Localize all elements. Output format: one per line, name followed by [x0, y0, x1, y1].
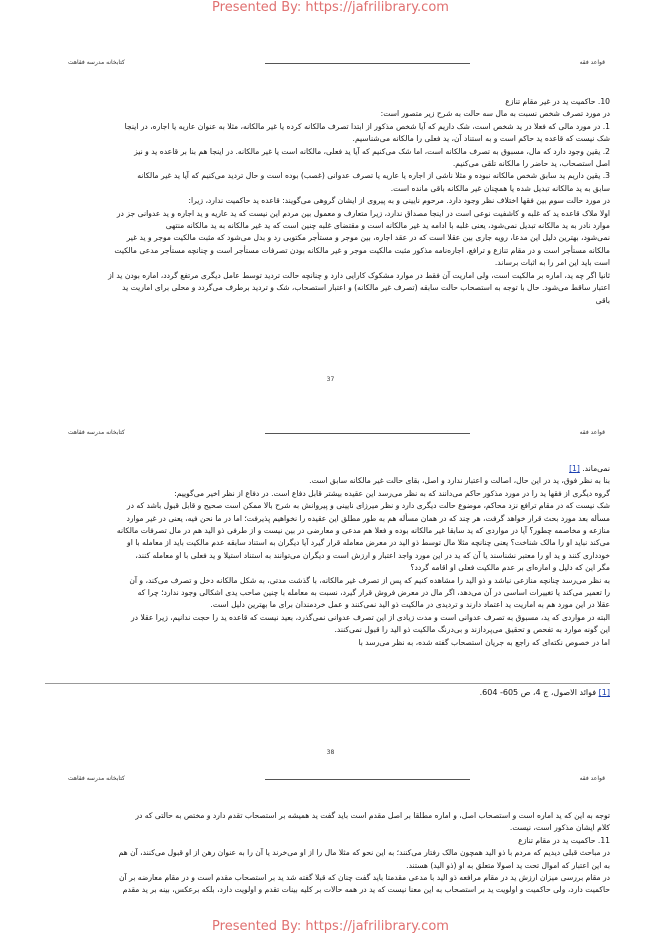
page-1-body: [45, 96, 610, 307]
paragraph-line: اصل استصحاب، ید حاضر را مالکانه تلقی می‌کنیم.: [452, 159, 610, 169]
footnote-divider: [45, 683, 610, 684]
paragraph-line: است باید این امر را به اثبات برساند.: [494, 258, 610, 268]
paragraph-line: اولا ملاک قاعده ید که غلبه و کاشفیت نوعی است در اینجا مصداق ندارد، زیرا متعارف و معمول بین مردم این نیست که ید عاریه و ید اجاره و ید عدوانی جز در: [116, 208, 610, 218]
watermark-bottom: Presented By: https://jafrilibrary.com: [212, 919, 449, 934]
paragraph-line: در مباحث قبلی دیدیم که مردم با ذو الید همچون مالک رفتار می‌کنند؛ به این نحو که مثلا مال را از او می‌خرند یا آن را به عنوان رهن از او قبول می‌کنند، آن هم: [118, 848, 610, 858]
footnote-link[interactable]: [1]: [569, 464, 580, 473]
header-rule: [265, 63, 470, 64]
footnote-backlink[interactable]: [1]: [598, 688, 610, 697]
paragraph-line: را تعمیر می‌کند یا تغییرات اساسی در آن می‌دهد، اگر مال در معرض فروش قرار گیرد، نسبت به معامله با چنین صاحب یدی اشکالی وجود ندارد؛ چرا که: [137, 588, 610, 598]
watermark-top: Presented By: https://jafrilibrary.com: [212, 0, 449, 15]
paragraph-line: شک نیست که در مقام ترافع نزد محاکم، موضوع حالت دیگری دارد و نظر میرزای نایینی و پیروانش به شرح بالا ممکن است صحیح و قابل قبول باشد که در: [126, 501, 610, 511]
paragraph-line: در مورد حالت سوم بین فقها اختلاف نظر وجود دارد. مرحوم نایینی و به پیروی از ایشان گروهی می‌گویند: قاعده ید حاکمیت ندارد، زیرا:: [188, 196, 610, 206]
page-header-1: [60, 57, 605, 69]
header-book-title: قواعد فقه: [579, 59, 605, 66]
page-3-body: [45, 810, 610, 897]
paragraph-line: مگر این که دلیل و اماره‌ای بر عدم مالکیت فعلی او اقامه گردد؟: [410, 563, 610, 573]
paragraph-line: منازعه و مخاصمه چطور؟ آیا در مواردی که ید سابقا غیر مالکانه بوده و فعلا هم مدعی و معارضی در بین نیست و از طرفی ذو الید هم در مال تصرفات مالکانه: [116, 526, 610, 536]
footnote: [45, 688, 610, 697]
page-header-2: [60, 427, 605, 439]
paragraph-line: 1. در مورد مالی که فعلا در ید شخص است، شک داریم که آیا شخص مذکور از ابتدا تصرف مالکانه کرده یا غیر مالکانه، مثلا به عنوان عاریه یا اجاره، در اینجا: [124, 121, 610, 131]
paragraph-line: 3. یقین داریم ید سابق شخص مالکانه نبوده و مثلا ناشی از اجاره یا عاریه یا تصرف عدوانی (غصب) بوده است و حال تردید می‌کنیم که آیا ید غیر مالکانه: [137, 171, 610, 181]
page-2-lines: [45, 475, 610, 649]
paragraph-line: گروه دیگری از فقها ید را در مورد مذکور حاکم می‌دانند که به نظر می‌رسد این عقیده بیشتر قابل دفاع است. در دفاع از نظر اخیر می‌گوییم:: [174, 488, 610, 498]
paragraph-line: 2. یقین وجود دارد که مال، مسبوق به تصرف مالکانه است، اما شک می‌کنیم که آیا ید فعلی، مالکانه است یا غیر مالکانه. در اینجا هم بنا بر قاعده ید و نیز: [134, 146, 610, 156]
header-rule: [265, 779, 470, 780]
page-number-38: 38: [326, 749, 335, 756]
paragraph-line: در مورد تصرف شخص نسبت به مال سه حالت به شرح زیر متصور است:: [380, 109, 610, 119]
header-rule: [265, 433, 470, 434]
paragraph-line: موارد نادر به ید مالکانه تبدیل نمی‌شود، یعنی غلبه با ادامه ید غیر مالکانه است و مقتضای غلبه چنین است که ید غیر مالکانه به ید مالکانه منتهی: [165, 221, 610, 231]
page-2-body: [45, 463, 610, 649]
paragraph-line: می‌کند نباید او را مالک شناخت؟ یعنی چنانچه مثلا مال توسط ذو الید در معرض معامله قرار گیرد آیا دیگران به استناد سابقه عدم مالکیت باید از معامله با او: [127, 538, 610, 548]
paragraph-line: عقلا در این مورد هم به اماریت ید اعتماد دارند و تردیدی در مالکیت ذو الید نمی‌کنند و عمل خردمندان برای ما بهترین دلیل است.: [210, 600, 610, 610]
paragraph-line: خودداری کنند و ید او را معتبر نشناسند یا آن که ید در این مورد واجد اعتبار و ارزش است و دیگران می‌توانند به استناد استیلا و ید فعلی با او معامله کنند،: [135, 550, 610, 560]
page-number-37: 37: [326, 376, 335, 383]
paragraph-line: مسأله بعد مورد بحث قرار خواهد گرفت، هر چند که در همان مسأله هم به طور مطلق این عقیده را نخواهیم پذیرفت؛ اما در ما نحن فیه، یعنی در غیر موارد: [126, 513, 610, 523]
paragraph-line: باقی: [595, 295, 610, 305]
header-book-title: قواعد فقه: [579, 775, 605, 782]
paragraph-line: مالکانه مستأجر است و در مقام تنازع و ترافع، اجاره‌نامه مذکور مثبت مالکیت موجر و غیر مالکانه بودن تصرفات مستأجر است و چنانچه مستأجر مدعی مالکیت: [114, 245, 610, 255]
paragraph-line: اما در خصوص نکته‌ای که راجع به جریان استصحاب گفته شده، به نظر می‌رسد با: [358, 637, 610, 647]
footnote-text: فوائد الاصول، ج 4، ص 605- 604.: [479, 688, 597, 697]
paragraph-line: 10. حاکمیت ید در غیر مقام تنازع: [505, 97, 610, 106]
paragraph-line: این گونه موارد به تفحص و تحقیق می‌پردازند و بی‌درنگ مالکیت ذو الید را قبول نمی‌کنند.: [334, 625, 610, 635]
paragraph-line: سابق به ید مالکانه تبدیل شده یا همچنان غیر مالکانه باقی مانده است.: [390, 183, 610, 193]
paragraph-line: ثانیا اگر چه ید، اماره بر مالکیت است، ولی اماریت آن فقط در موارد مشکوک کارایی دارد و چنانچه حالت تردید توسط عامل دیگری مرتفع گردد، اماره بودن ید از: [108, 270, 610, 280]
paragraph-line: اعتبار ساقط می‌شود. حال با توجه به استصحاب حالت سابقه (تصرف غیر مالکانه) و اعتبار استصحاب، شک و تردید برطرف می‌گردد و محلی برای اماریت ید: [122, 283, 610, 293]
paragraph-line: توجه به این که ید اماره است و استصحاب اصل، و اماره مطلقا بر اصل مقدم است باید گفت ید همیشه بر استصحاب تقدم دارد و مختص به حالتی که در: [135, 811, 610, 820]
paragraph-line: در مقام بررسی میزان ارزش ید در مقام مرافعه ذو الید با مدعی مقدمتا باید گفت چنان که قبلا گفته شد ید بر استصحاب مقدم است و در مقام معارضه بر آن: [118, 873, 610, 883]
header-library-name: کتابخانه مدرسه فقاهت: [68, 59, 125, 66]
text-fragment: نمی‌ماند.: [582, 464, 610, 473]
page-header-3: [60, 773, 605, 785]
paragraph-line: کلام ایشان مذکور است، نیست.: [509, 823, 610, 833]
paragraph-line: نمی‌شود، بهترین دلیل این مدعا، رویه جاری بین عقلا است که در عقد اجاره، بین موجر و مستأجر مکتوبی رد و بدل می‌شود که مثبت مالکیت موجر و ید غیر: [126, 233, 610, 243]
paragraph-line: به این اعتبار که اموال تحت ید اصولا متعلق به او (ذو الید) هستند.: [406, 860, 610, 870]
header-library-name: کتابخانه مدرسه فقاهت: [68, 775, 125, 782]
paragraph-line: 11. حاکمیت ید در مقام تنازع: [518, 835, 610, 845]
paragraph-line: شک نیست که قاعده ید حاکم است و به استناد آن، ید فعلی را مالکانه می‌شناسیم.: [352, 134, 610, 144]
paragraph-line: بنا به نظر فوق، ید در این حال، اصالت و اعتبار ندارد و اصل، بقای حالت غیر مالکانه سابق است.: [309, 476, 610, 486]
paragraph-line: البته در مواردی که ید، مسبوق به تصرف عدوانی است و مدت زیادی از این تصرف عدوانی نمی‌گذرد، بعید نیست که قاعده ید را حجت ندانیم، زیرا عقلا در: [131, 612, 610, 622]
paragraph-line: [45, 463, 610, 475]
header-library-name: کتابخانه مدرسه فقاهت: [68, 429, 125, 436]
header-book-title: قواعد فقه: [579, 429, 605, 436]
paragraph-line: حاکمیت دارد، ولی حاکمیت و اولویت ید بر استصحاب به این معنا نیست که ید در همه حالات بر کلیه بینات تقدم و اولویت دارد، بلکه برعکس، بینه بر ید مقدم: [122, 885, 610, 895]
paragraph-line: به نظر می‌رسد چنانچه منازعی نباشد و ذو الید را مشاهده کنیم که پس از تصرف غیر مالکانه، با گذشت مدتی، به شکل مالکانه دخل و تصرف می‌کند، و آن: [129, 575, 610, 585]
